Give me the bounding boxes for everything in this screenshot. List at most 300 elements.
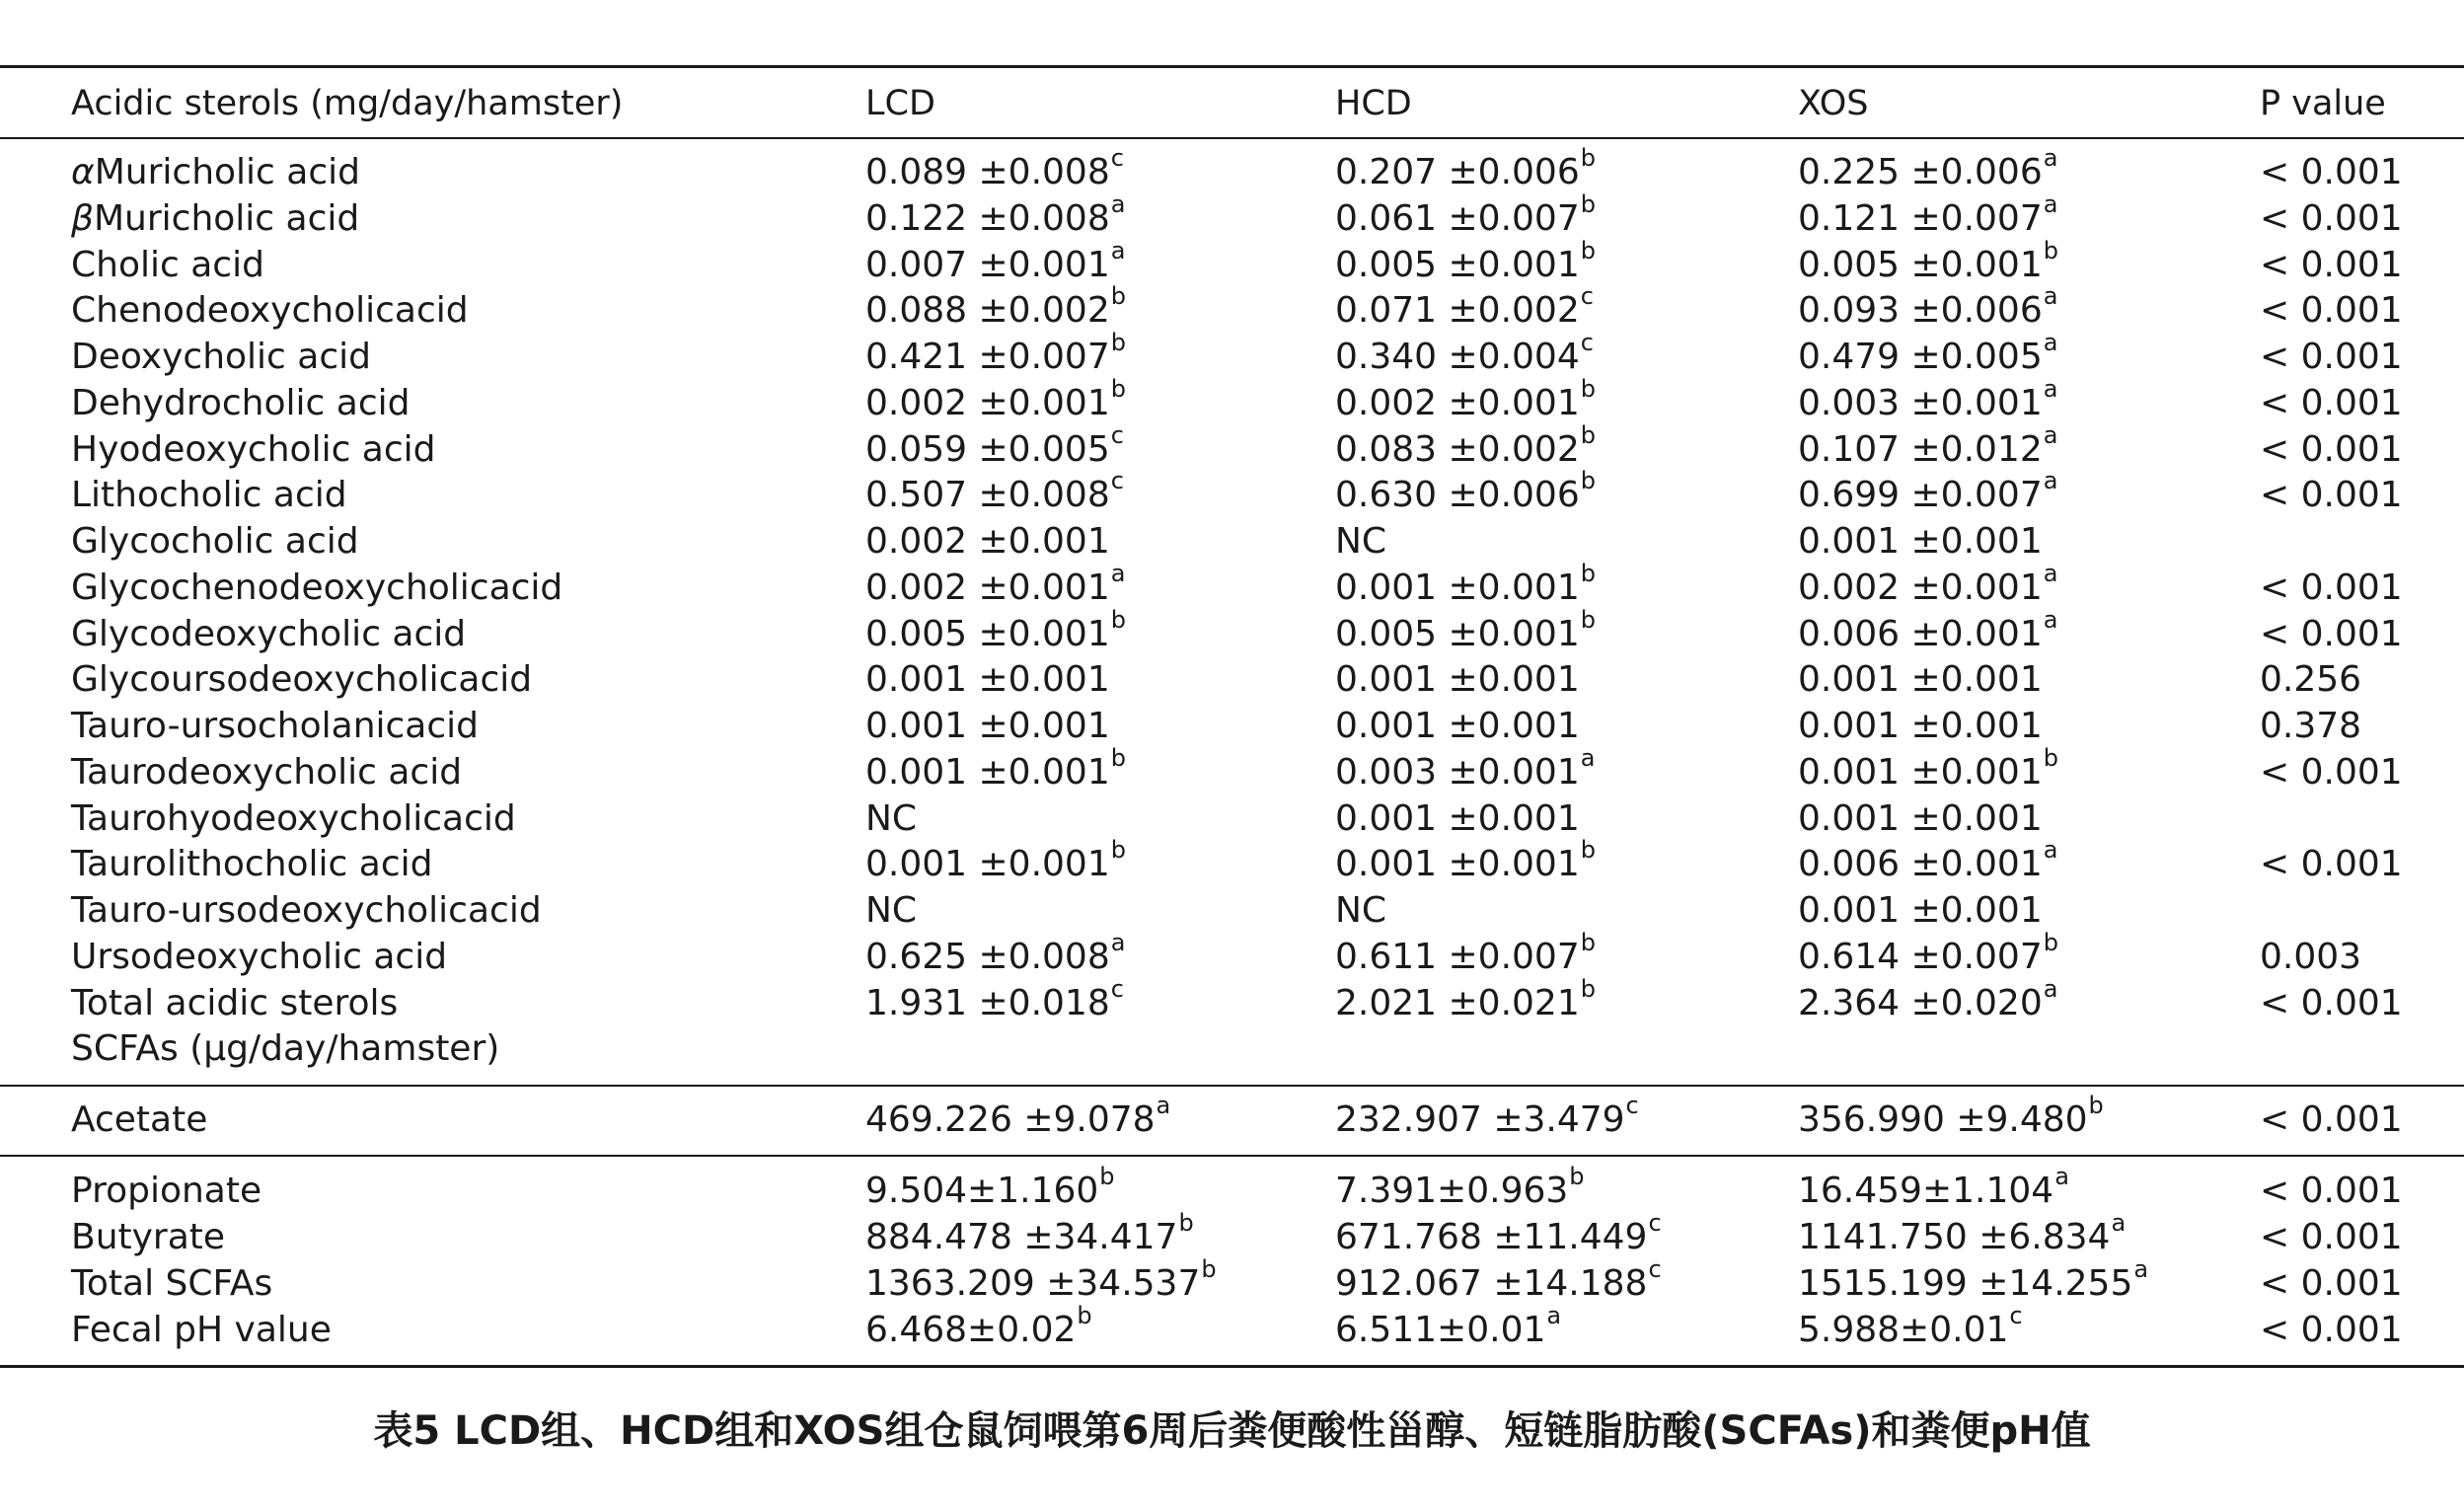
- hcd-cell-value: 0.001 ±0.001: [1335, 659, 1580, 700]
- hcd-cell: [1335, 144, 1596, 195]
- hcd-cell: [1335, 929, 1596, 980]
- xos-cell: [1798, 282, 2058, 334]
- hcd-cell: [1335, 1209, 1662, 1260]
- lcd-cell: [865, 421, 1124, 473]
- compound-name: [71, 1308, 332, 1353]
- table-row: [0, 606, 2464, 657]
- lcd-cell-value: 0.507 ±0.008: [865, 475, 1110, 515]
- hcd-cell: [1335, 657, 1581, 703]
- header-xos: XOS: [1798, 84, 1869, 123]
- xos-cell: [1798, 1255, 2149, 1307]
- xos-cell: [1798, 421, 2058, 473]
- xos-cell: [1798, 929, 2058, 980]
- p-value-cell-value: 0.256: [2260, 659, 2362, 700]
- compound-name: [71, 1169, 261, 1214]
- xos-cell: [1798, 1026, 1799, 1072]
- hcd-cell: [1335, 704, 1581, 749]
- lcd-cell-significance: b: [1178, 1209, 1194, 1237]
- hcd-cell: [1335, 421, 1596, 473]
- xos-cell-significance: b: [2043, 744, 2058, 772]
- hcd-cell: [1335, 975, 1596, 1026]
- xos-cell-value: 0.006 ±0.001: [1798, 614, 2043, 654]
- compound-label: Fecal pH value: [71, 1310, 332, 1350]
- lcd-cell: [865, 796, 918, 842]
- xos-cell-significance: a: [2043, 329, 2058, 356]
- lcd-cell: [865, 519, 1111, 565]
- lcd-cell: [865, 1302, 1092, 1353]
- compound-name: [71, 796, 516, 842]
- p-value-cell: [2260, 427, 2403, 473]
- xos-cell-value: 0.001 ±0.001: [1798, 521, 2043, 562]
- xos-cell-significance: b: [2043, 237, 2058, 265]
- xos-cell-value: 2.364 ±0.020: [1798, 983, 2043, 1023]
- hcd-cell-significance: b: [1580, 606, 1596, 634]
- hcd-cell: [1335, 329, 1594, 380]
- xos-cell: [1798, 519, 2044, 565]
- compound-label: Deoxycholic acid: [71, 337, 371, 377]
- p-value-cell: [2260, 657, 2361, 703]
- lcd-cell-significance: b: [1077, 1302, 1092, 1329]
- lcd-cell-value: 0.002 ±0.001: [865, 521, 1110, 562]
- table-row: [0, 237, 2464, 288]
- p-value-cell: [2260, 981, 2403, 1026]
- lcd-cell: [865, 282, 1126, 334]
- compound-name: [71, 427, 436, 473]
- p-value-cell: [2260, 335, 2403, 380]
- p-value-cell-value: < 0.001: [2260, 152, 2403, 192]
- header-sterols: Acidic sterols (mg/day/hamster): [71, 84, 624, 123]
- lcd-cell-significance: c: [1110, 467, 1124, 494]
- compound-name: [71, 150, 360, 195]
- hcd-cell-value: 0.003 ±0.001: [1335, 752, 1580, 793]
- xos-cell-significance: a: [2043, 421, 2058, 449]
- xos-cell-value: 0.001 ±0.001: [1798, 752, 2043, 793]
- xos-cell-value: 1515.199 ±14.255: [1798, 1263, 2133, 1304]
- lcd-cell: [865, 237, 1126, 288]
- lcd-cell: [865, 929, 1126, 980]
- lcd-cell-significance: c: [1110, 975, 1124, 1003]
- xos-cell-value: 0.001 ±0.001: [1798, 706, 2043, 746]
- header-hcd: HCD: [1335, 84, 1412, 123]
- lcd-cell-value: 0.089 ±0.008: [865, 152, 1110, 192]
- xos-cell-significance: b: [2088, 1092, 2104, 1119]
- table-row: [0, 1163, 2464, 1214]
- compound-label: Chenodeoxycholicacid: [71, 290, 469, 331]
- xos-cell: [1798, 467, 2058, 518]
- compound-name: [71, 566, 562, 611]
- p-value-cell-value: < 0.001: [2260, 429, 2403, 470]
- p-value-cell: [2260, 150, 2403, 195]
- table-row: [0, 657, 2464, 703]
- xos-cell: [1798, 144, 2058, 195]
- lcd-cell-value: 0.002 ±0.001: [865, 567, 1110, 608]
- hcd-cell-significance: b: [1580, 467, 1596, 494]
- hcd-cell: [1335, 190, 1596, 242]
- compound-name: [71, 612, 466, 657]
- hcd-cell-value: 0.001 ±0.001: [1335, 798, 1580, 839]
- lcd-cell-value: 9.504±1.160: [865, 1171, 1099, 1211]
- p-value-cell-value: < 0.001: [2260, 1310, 2403, 1350]
- lcd-cell: [865, 836, 1126, 887]
- lcd-cell-significance: b: [1099, 1163, 1115, 1190]
- header-rule: [0, 137, 2464, 139]
- compound-label: Butyrate: [71, 1217, 226, 1257]
- hcd-cell-significance: b: [1580, 375, 1596, 403]
- table-row: [0, 1026, 2464, 1072]
- table-bottom-rule: [0, 1365, 2464, 1368]
- compound-name: [71, 243, 264, 288]
- table-row: [0, 467, 2464, 518]
- compound-label: Taurohyodeoxycholicacid: [71, 798, 516, 839]
- compound-label: Dehydrocholic acid: [71, 383, 411, 423]
- header-lcd: LCD: [865, 84, 935, 123]
- xos-cell: [1798, 237, 2058, 288]
- p-value-cell: [2260, 1169, 2403, 1214]
- xos-cell-value: 0.093 ±0.006: [1798, 290, 2043, 331]
- xos-cell-value: 0.003 ±0.001: [1798, 383, 2043, 423]
- lcd-cell: [865, 560, 1126, 611]
- p-value-cell: [2260, 704, 2361, 749]
- p-value-cell-value: < 0.001: [2260, 337, 2403, 377]
- table-row: [0, 744, 2464, 795]
- xos-cell-significance: c: [2009, 1302, 2023, 1329]
- p-value-cell: [2260, 381, 2403, 426]
- xos-cell-value: 0.121 ±0.007: [1798, 198, 2043, 239]
- hcd-cell: [1335, 1255, 1662, 1307]
- lcd-cell-value: 0.625 ±0.008: [865, 937, 1110, 977]
- p-value-cell-value: < 0.001: [2260, 383, 2403, 423]
- scfa-sub-rule: [0, 1155, 2464, 1157]
- hcd-cell-value: 0.071 ±0.002: [1335, 290, 1580, 331]
- lcd-cell: [865, 888, 918, 934]
- hcd-cell: [1335, 467, 1596, 518]
- xos-cell: [1798, 560, 2058, 611]
- lcd-cell-value: NC: [865, 798, 918, 839]
- hcd-cell-value: 6.511±0.01: [1335, 1310, 1546, 1350]
- xos-cell: [1798, 329, 2058, 380]
- compound-label: Hyodeoxycholic acid: [71, 429, 436, 470]
- hcd-cell-significance: b: [1580, 237, 1596, 265]
- compound-label: SCFAs (μg/day/hamster): [71, 1028, 500, 1069]
- lcd-cell: [865, 1209, 1194, 1260]
- p-value-cell: [2260, 935, 2361, 980]
- hcd-cell-significance: c: [1648, 1209, 1662, 1237]
- hcd-cell-significance: c: [1580, 282, 1594, 310]
- hcd-cell-significance: b: [1580, 421, 1596, 449]
- lcd-cell: [865, 1092, 1171, 1143]
- p-value-cell-value: 0.378: [2260, 706, 2362, 746]
- xos-cell: [1798, 744, 2058, 795]
- p-value-cell: [2260, 1308, 2403, 1353]
- hcd-cell: [1335, 1302, 1562, 1353]
- xos-cell-significance: a: [2043, 375, 2058, 403]
- xos-cell: [1798, 975, 2058, 1026]
- hcd-cell-significance: b: [1580, 560, 1596, 587]
- compound-label: Total SCFAs: [71, 1263, 273, 1304]
- hcd-cell-value: 0.005 ±0.001: [1335, 245, 1580, 285]
- compound-label: Cholic acid: [71, 245, 264, 285]
- p-value-cell: [2260, 243, 2403, 288]
- compound-name: [71, 196, 359, 242]
- table-row: [0, 190, 2464, 242]
- compound-name: [71, 657, 532, 703]
- p-value-cell: [2260, 288, 2403, 334]
- lcd-cell: [865, 375, 1126, 426]
- compound-label: Glycocholic acid: [71, 521, 359, 562]
- compound-label: Lithocholic acid: [71, 475, 347, 515]
- p-value-cell-value: 0.003: [2260, 937, 2362, 977]
- hcd-cell-value: 0.630 ±0.006: [1335, 475, 1580, 515]
- hcd-cell-significance: b: [1580, 836, 1596, 864]
- compound-name: [71, 750, 462, 795]
- p-value-cell: [2260, 473, 2403, 518]
- lcd-cell-value: 0.421 ±0.007: [865, 337, 1110, 377]
- hcd-cell-significance: b: [1580, 190, 1596, 218]
- xos-cell-significance: a: [2133, 1255, 2149, 1283]
- lcd-cell: [865, 144, 1124, 195]
- lcd-cell-significance: b: [1110, 606, 1126, 634]
- xos-cell: [1798, 375, 2058, 426]
- table-top-rule: [0, 65, 2464, 68]
- hcd-cell: [1335, 1092, 1639, 1143]
- xos-cell-significance: a: [2054, 1163, 2069, 1190]
- p-value-cell-value: < 0.001: [2260, 567, 2403, 608]
- hcd-cell-significance: b: [1569, 1163, 1585, 1190]
- hcd-cell-value: 0.061 ±0.007: [1335, 198, 1580, 239]
- compound-label: Ursodeoxycholic acid: [71, 937, 448, 977]
- compound-label: Propionate: [71, 1171, 262, 1211]
- p-value-cell: [2260, 1097, 2403, 1143]
- p-value-cell: [2260, 612, 2403, 657]
- table-row: [0, 1209, 2464, 1260]
- compound-name: [71, 935, 447, 980]
- table-row: [0, 329, 2464, 380]
- lcd-cell-significance: a: [1110, 560, 1126, 587]
- p-value-cell-value: < 0.001: [2260, 844, 2403, 884]
- compound-prefix: α: [71, 152, 95, 192]
- hcd-cell-significance: b: [1580, 144, 1596, 172]
- hcd-cell: [1335, 744, 1596, 795]
- p-value-cell-value: < 0.001: [2260, 1263, 2403, 1304]
- header-p-value: P value: [2260, 84, 2386, 123]
- lcd-cell: [865, 1163, 1115, 1214]
- compound-label: Taurolithocholic acid: [71, 844, 433, 884]
- lcd-cell-significance: a: [1156, 1092, 1171, 1119]
- lcd-cell: [865, 1255, 1217, 1307]
- xos-cell: [1798, 190, 2058, 242]
- xos-cell-significance: a: [2111, 1209, 2127, 1237]
- p-value-cell: [2260, 750, 2403, 795]
- compound-name: [71, 981, 398, 1026]
- table-header-row: [0, 81, 2464, 126]
- xos-cell: [1798, 888, 2044, 934]
- xos-cell-value: 0.107 ±0.012: [1798, 429, 2043, 470]
- table-row: [0, 929, 2464, 980]
- hcd-cell-significance: b: [1580, 975, 1596, 1003]
- table-row: [0, 421, 2464, 473]
- xos-cell: [1798, 1092, 2104, 1143]
- hcd-cell-value: 0.207 ±0.006: [1335, 152, 1580, 192]
- lcd-cell-significance: b: [1110, 282, 1126, 310]
- lcd-cell-significance: c: [1110, 421, 1124, 449]
- lcd-cell-value: 1.931 ±0.018: [865, 983, 1110, 1023]
- compound-label: Muricholic acid: [94, 152, 360, 192]
- hcd-cell-value: 0.001 ±0.001: [1335, 567, 1580, 608]
- xos-cell-significance: b: [2043, 929, 2058, 956]
- compound-name: [71, 842, 433, 887]
- lcd-cell-value: 0.059 ±0.005: [865, 429, 1110, 470]
- xos-cell-significance: a: [2043, 560, 2058, 587]
- lcd-cell-value: 0.088 ±0.002: [865, 290, 1110, 331]
- lcd-cell-value: 469.226 ±9.078: [865, 1099, 1156, 1140]
- p-value-cell-value: < 0.001: [2260, 1217, 2403, 1257]
- xos-cell-value: 0.002 ±0.001: [1798, 567, 2043, 608]
- lcd-cell: [865, 467, 1124, 518]
- lcd-cell-value: 6.468±0.02: [865, 1310, 1077, 1350]
- scfa-top-rule: [0, 1085, 2464, 1087]
- xos-cell-value: 0.479 ±0.005: [1798, 337, 2043, 377]
- lcd-cell: [865, 975, 1124, 1026]
- hcd-cell: [1335, 560, 1596, 611]
- hcd-cell: [1335, 237, 1596, 288]
- table-row: [0, 796, 2464, 842]
- xos-cell-value: 0.699 ±0.007: [1798, 475, 2043, 515]
- hcd-cell: [1335, 1163, 1585, 1214]
- xos-cell-value: 356.990 ±9.480: [1798, 1099, 2088, 1140]
- hcd-cell-significance: b: [1580, 929, 1596, 956]
- hcd-cell-value: 0.611 ±0.007: [1335, 937, 1580, 977]
- hcd-cell-value: 0.005 ±0.001: [1335, 614, 1580, 654]
- hcd-cell-significance: c: [1625, 1092, 1639, 1119]
- xos-cell-significance: a: [2043, 467, 2058, 494]
- lcd-cell: [865, 704, 1111, 749]
- compound-name: [71, 1097, 207, 1143]
- lcd-cell-value: 0.007 ±0.001: [865, 245, 1110, 285]
- xos-cell: [1798, 1302, 2023, 1353]
- compound-label: Glycoursodeoxycholicacid: [71, 659, 533, 700]
- lcd-cell-value: 0.001 ±0.001: [865, 659, 1110, 700]
- compound-label: Muricholic acid: [93, 198, 360, 239]
- lcd-cell: [865, 606, 1126, 657]
- hcd-cell-value: NC: [1335, 890, 1387, 931]
- lcd-cell-value: 0.001 ±0.001: [865, 752, 1110, 793]
- lcd-cell-significance: b: [1110, 744, 1126, 772]
- table-caption: 表5 LCD组、HCD组和XOS组仓鼠饲喂第6周后粪便酸性甾醇、短链脂肪酸(SCFAs)和粪便pH值: [373, 1408, 2091, 1454]
- hcd-cell-value: 0.083 ±0.002: [1335, 429, 1580, 470]
- table-row: [0, 1255, 2464, 1307]
- hcd-cell: [1335, 519, 1387, 565]
- xos-cell-significance: a: [2043, 836, 2058, 864]
- xos-cell-significance: a: [2043, 144, 2058, 172]
- compound-name: [71, 888, 542, 934]
- hcd-cell-value: 0.001 ±0.001: [1335, 844, 1580, 884]
- table-row: [0, 375, 2464, 426]
- compound-label: Taurodeoxycholic acid: [71, 752, 463, 793]
- hcd-cell-value: 2.021 ±0.021: [1335, 983, 1580, 1023]
- table-row: [0, 1302, 2464, 1353]
- xos-cell: [1798, 836, 2058, 887]
- hcd-cell: [1335, 1026, 1336, 1072]
- p-value-cell-value: < 0.001: [2260, 752, 2403, 793]
- xos-cell-significance: a: [2043, 190, 2058, 218]
- lcd-cell-significance: b: [1110, 329, 1126, 356]
- lcd-cell: [865, 329, 1126, 380]
- hcd-cell: [1335, 375, 1596, 426]
- compound-label: Tauro-ursocholanicacid: [71, 706, 480, 746]
- lcd-cell-significance: a: [1110, 929, 1126, 956]
- compound-prefix: β: [71, 198, 94, 239]
- lcd-cell: [865, 1026, 866, 1072]
- lcd-cell-value: NC: [865, 890, 918, 931]
- hcd-cell-value: NC: [1335, 521, 1387, 562]
- compound-label: Glycodeoxycholic acid: [71, 614, 467, 654]
- compound-name: [71, 381, 410, 426]
- lcd-cell-value: 884.478 ±34.417: [865, 1217, 1178, 1257]
- hcd-cell: [1335, 836, 1596, 887]
- lcd-cell: [865, 190, 1126, 242]
- xos-cell: [1798, 796, 2044, 842]
- xos-cell-value: 0.001 ±0.001: [1798, 798, 2043, 839]
- p-value-cell-value: < 0.001: [2260, 245, 2403, 285]
- compound-name: [71, 1261, 272, 1307]
- table-row: [0, 836, 2464, 887]
- hcd-cell-value: 0.001 ±0.001: [1335, 706, 1580, 746]
- xos-cell: [1798, 606, 2058, 657]
- lcd-cell-value: 0.122 ±0.008: [865, 198, 1110, 239]
- p-value-cell-value: < 0.001: [2260, 983, 2403, 1023]
- compound-name: [71, 704, 479, 749]
- compound-label: Tauro-ursodeoxycholicacid: [71, 890, 542, 931]
- lcd-cell: [865, 744, 1126, 795]
- p-value-cell: [2260, 196, 2403, 242]
- p-value-cell-value: < 0.001: [2260, 1171, 2403, 1211]
- table-row: [0, 560, 2464, 611]
- hcd-cell-value: 912.067 ±14.188: [1335, 1263, 1648, 1304]
- p-value-cell-value: < 0.001: [2260, 198, 2403, 239]
- lcd-cell-value: 1363.209 ±34.537: [865, 1263, 1201, 1304]
- xos-cell-significance: a: [2043, 282, 2058, 310]
- table-row: [0, 1092, 2464, 1143]
- hcd-cell-value: 671.768 ±11.449: [1335, 1217, 1648, 1257]
- xos-cell: [1798, 657, 2044, 703]
- lcd-cell-significance: a: [1110, 190, 1126, 218]
- compound-name: [71, 1026, 499, 1072]
- xos-cell-value: 16.459±1.104: [1798, 1171, 2054, 1211]
- xos-cell-value: 0.001 ±0.001: [1798, 890, 2043, 931]
- lcd-cell-significance: c: [1110, 144, 1124, 172]
- lcd-cell-significance: b: [1201, 1255, 1217, 1283]
- hcd-cell-value: 7.391±0.963: [1335, 1171, 1569, 1211]
- compound-name: [71, 519, 359, 565]
- xos-cell-value: 0.005 ±0.001: [1798, 245, 2043, 285]
- compound-name: [71, 335, 371, 380]
- lcd-cell-value: 0.001 ±0.001: [865, 844, 1110, 884]
- xos-cell-value: 5.988±0.01: [1798, 1310, 2009, 1350]
- hcd-cell: [1335, 282, 1594, 334]
- lcd-cell-significance: b: [1110, 836, 1126, 864]
- hcd-cell: [1335, 606, 1596, 657]
- lcd-cell-value: 0.002 ±0.001: [865, 383, 1110, 423]
- hcd-cell-significance: a: [1580, 744, 1596, 772]
- hcd-cell-value: 232.907 ±3.479: [1335, 1099, 1625, 1140]
- table-row: [0, 519, 2464, 565]
- xos-cell-value: 0.225 ±0.006: [1798, 152, 2043, 192]
- p-value-cell: [2260, 842, 2403, 887]
- xos-cell-value: 0.006 ±0.001: [1798, 844, 2043, 884]
- hcd-cell-significance: c: [1580, 329, 1594, 356]
- xos-cell-significance: a: [2043, 975, 2058, 1003]
- table-row: [0, 144, 2464, 195]
